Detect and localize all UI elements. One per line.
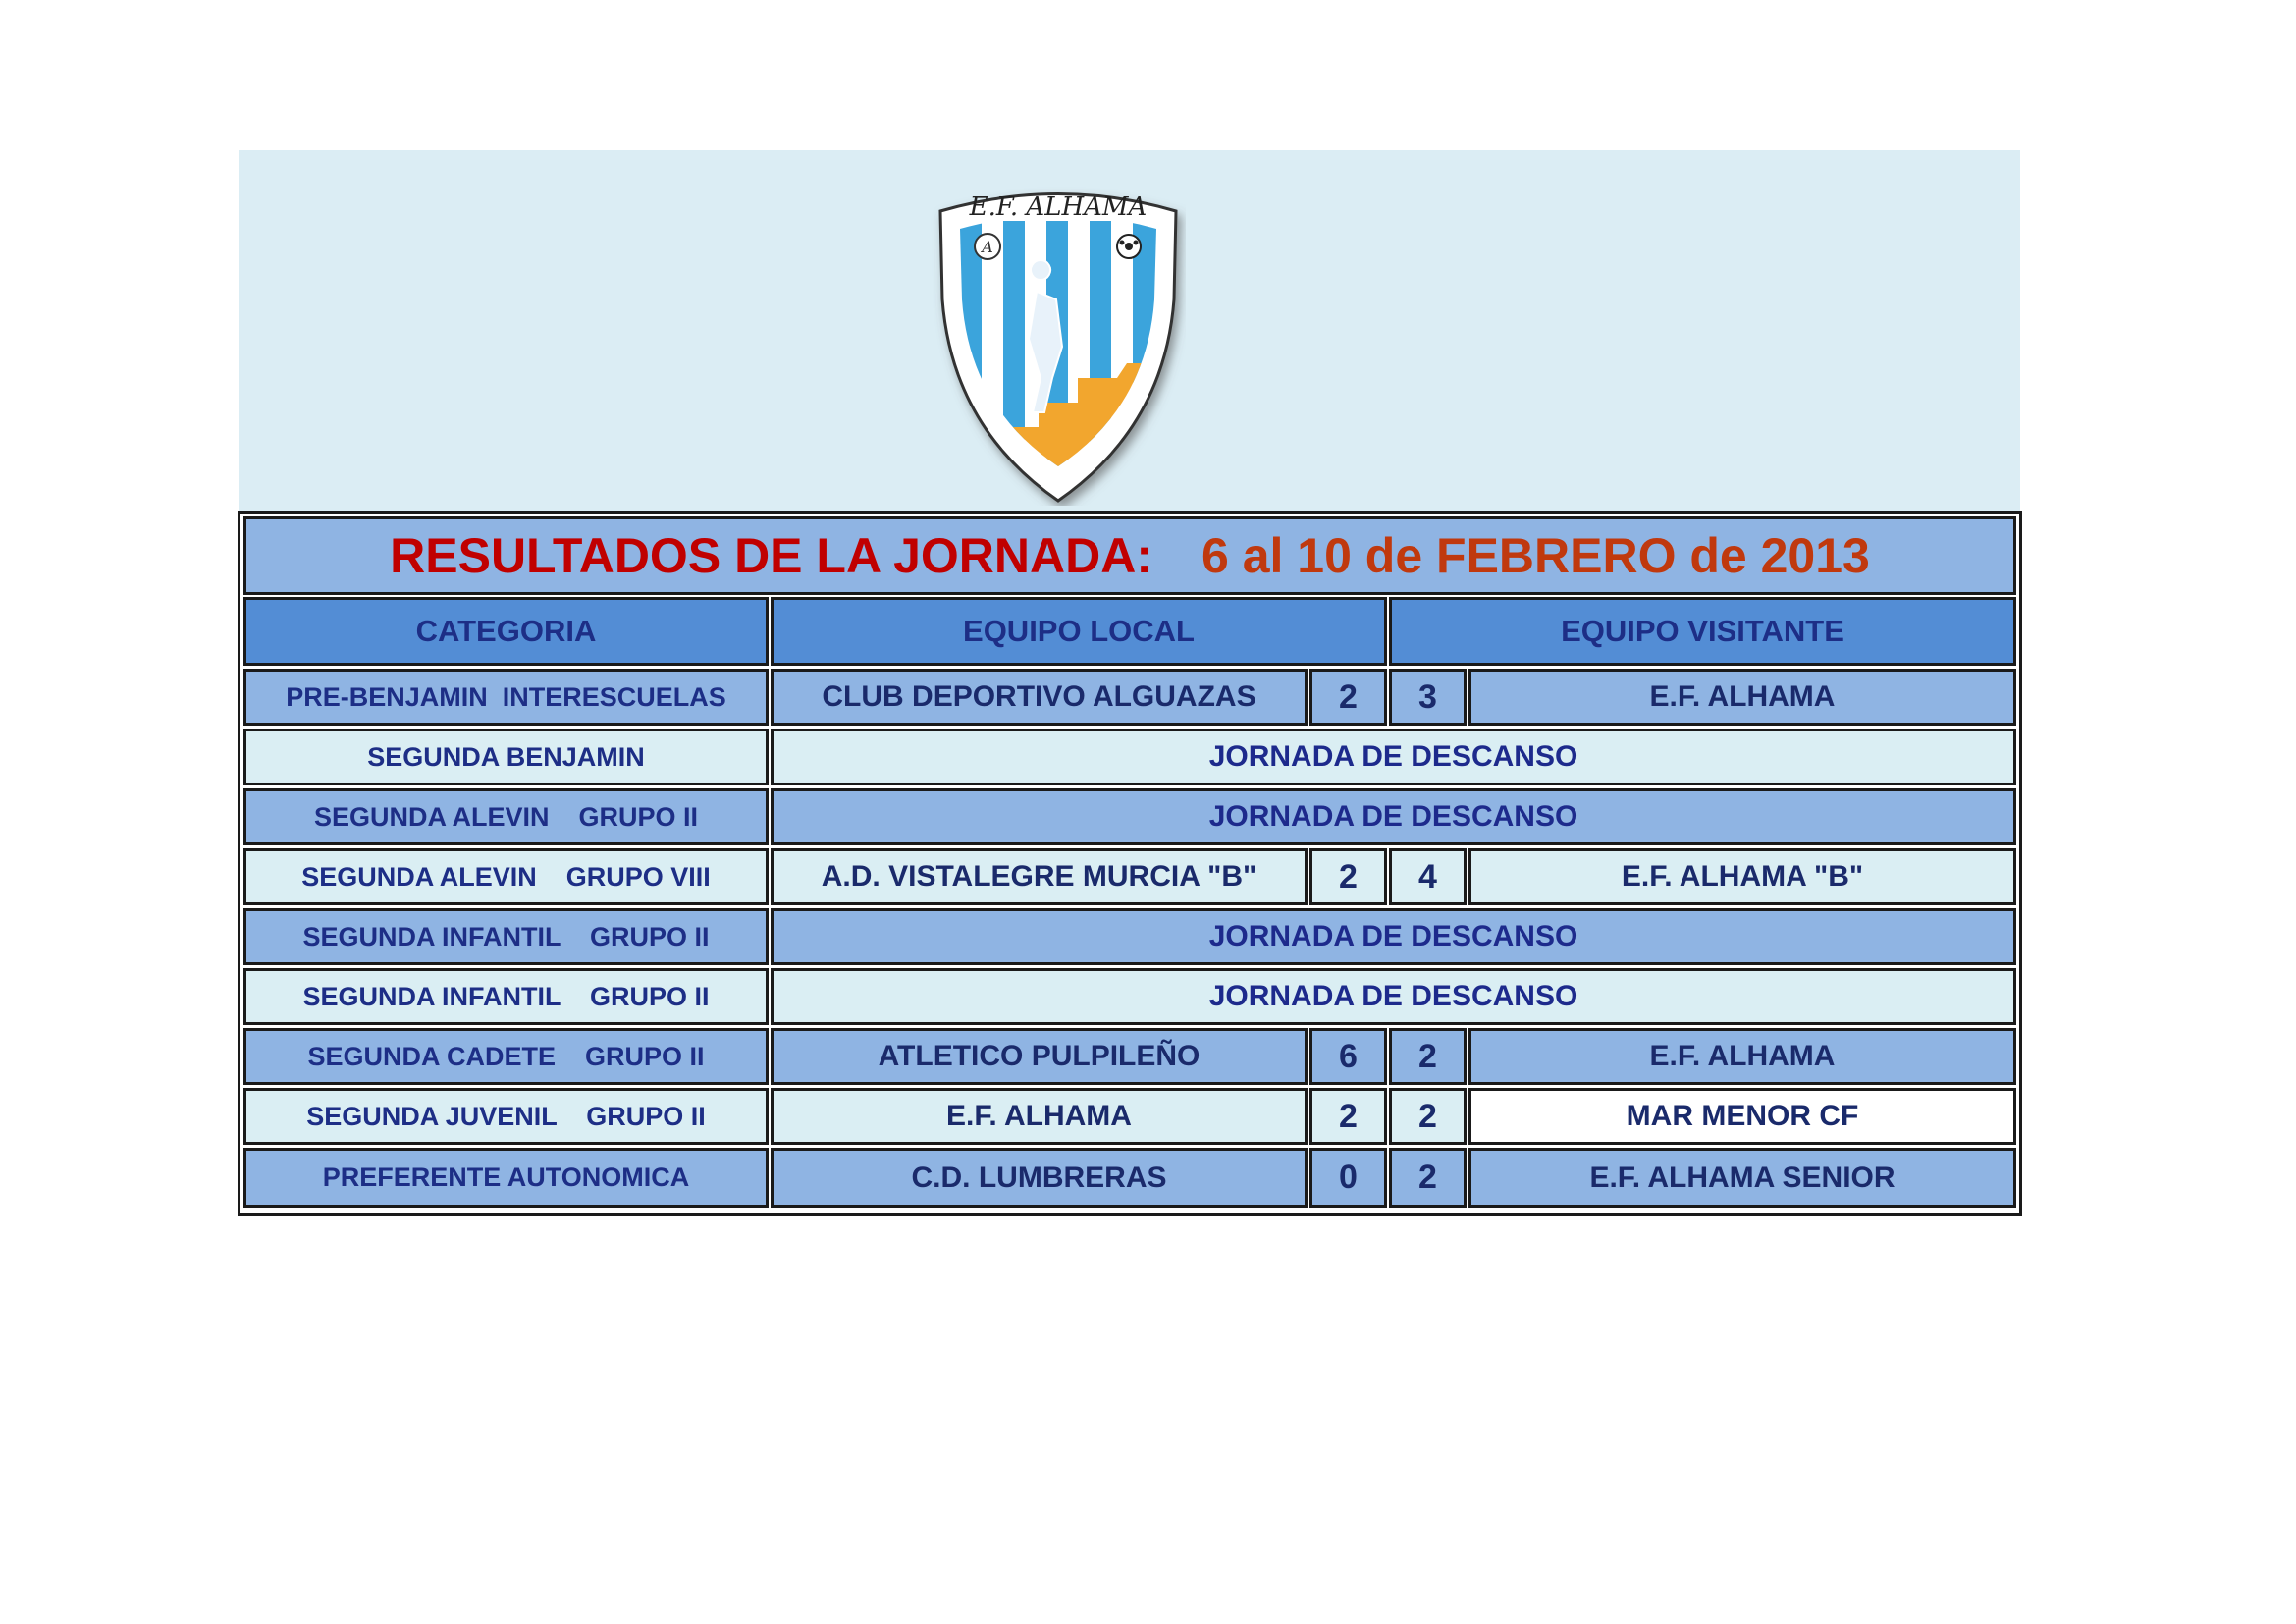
header-home-team: EQUIPO LOCAL xyxy=(771,597,1387,666)
svg-text:A: A xyxy=(982,238,993,256)
row-home-team: CLUB DEPORTIVO ALGUAZAS xyxy=(771,669,1308,726)
club-crest-logo xyxy=(931,182,1186,506)
row-category: SEGUNDA CADETE GRUPO II xyxy=(243,1028,769,1085)
title-dates: 6 al 10 de FEBRERO de 2013 xyxy=(1201,528,1870,583)
row-home-score: 2 xyxy=(1309,848,1387,905)
row-away-score: 4 xyxy=(1389,848,1467,905)
row-rest-day: JORNADA DE DESCANSO xyxy=(771,968,2016,1025)
table-title xyxy=(243,516,2016,595)
row-category: PREFERENTE AUTONOMICA xyxy=(243,1148,769,1208)
row-category: PRE-BENJAMIN INTERESCUELAS xyxy=(243,669,769,726)
row-category: SEGUNDA JUVENIL GRUPO II xyxy=(243,1088,769,1145)
crest-banner xyxy=(239,150,2020,511)
row-away-score: 3 xyxy=(1389,669,1467,726)
row-category: SEGUNDA INFANTIL GRUPO II xyxy=(243,908,769,965)
row-away-team: E.F. ALHAMA xyxy=(1468,669,2016,726)
row-away-team: E.F. ALHAMA "B" xyxy=(1468,848,2016,905)
row-category: SEGUNDA INFANTIL GRUPO II xyxy=(243,968,769,1025)
row-home-score: 2 xyxy=(1309,1088,1387,1145)
row-away-team: E.F. ALHAMA SENIOR xyxy=(1468,1148,2016,1208)
row-away-team: MAR MENOR CF xyxy=(1468,1088,2016,1145)
row-rest-day: JORNADA DE DESCANSO xyxy=(771,788,2016,845)
row-home-score: 2 xyxy=(1309,669,1387,726)
row-rest-day: JORNADA DE DESCANSO xyxy=(771,908,2016,965)
row-away-score: 2 xyxy=(1389,1148,1467,1208)
title-label: RESULTADOS DE LA JORNADA: xyxy=(390,528,1152,583)
svg-text:E.F. ALHAMA: E.F. ALHAMA xyxy=(969,192,1148,222)
row-away-score: 2 xyxy=(1389,1088,1467,1145)
row-home-team: A.D. VISTALEGRE MURCIA "B" xyxy=(771,848,1308,905)
row-home-team: E.F. ALHAMA xyxy=(771,1088,1308,1145)
row-home-team: C.D. LUMBRERAS xyxy=(771,1148,1308,1208)
row-away-score: 2 xyxy=(1389,1028,1467,1085)
row-category: SEGUNDA ALEVIN GRUPO VIII xyxy=(243,848,769,905)
row-category: SEGUNDA ALEVIN GRUPO II xyxy=(243,788,769,845)
row-home-team: ATLETICO PULPILEÑO xyxy=(771,1028,1308,1085)
header-away-team: EQUIPO VISITANTE xyxy=(1389,597,2016,666)
row-away-team: E.F. ALHAMA xyxy=(1468,1028,2016,1085)
row-home-score: 6 xyxy=(1309,1028,1387,1085)
row-home-score: 0 xyxy=(1309,1148,1387,1208)
header-category: CATEGORIA xyxy=(243,597,769,666)
results-table xyxy=(238,511,2022,1216)
row-category: SEGUNDA BENJAMIN xyxy=(243,729,769,785)
row-rest-day: JORNADA DE DESCANSO xyxy=(771,729,2016,785)
